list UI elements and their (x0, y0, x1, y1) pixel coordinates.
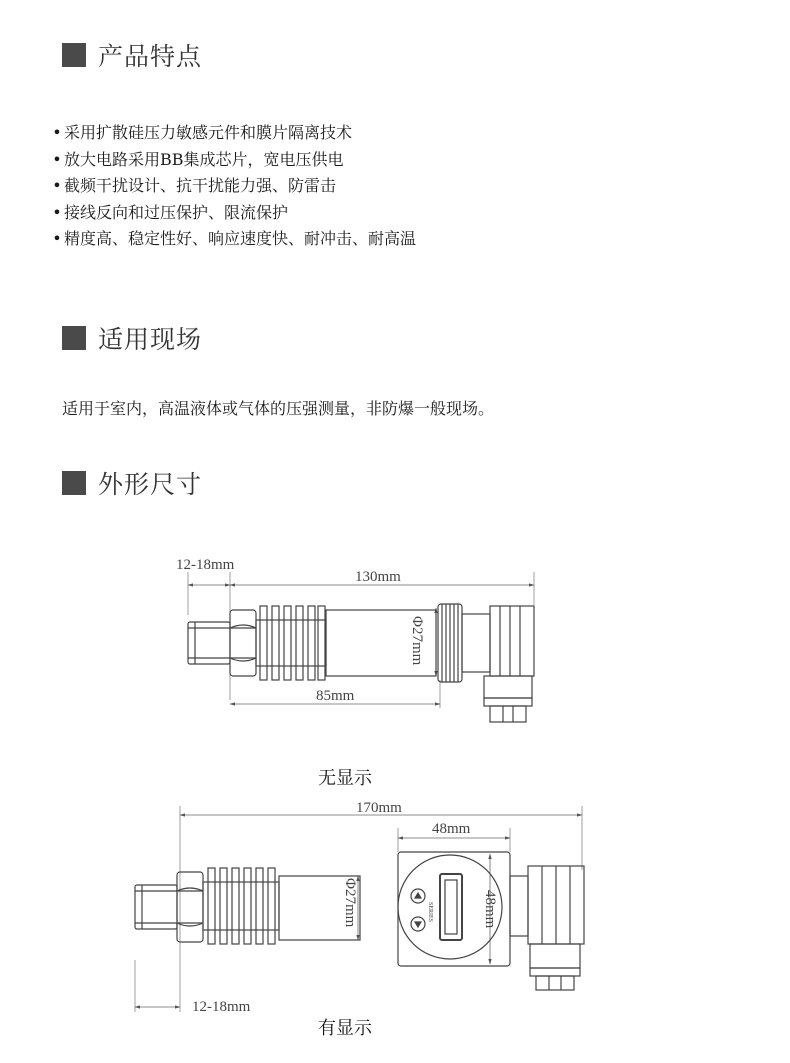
bullet-icon: • (52, 123, 62, 142)
drawing-no-display (188, 572, 534, 722)
section-title: 产品特点 (98, 42, 203, 71)
dim-head-width: 48mm (432, 821, 471, 837)
dim-diameter: Φ27mm (409, 616, 425, 666)
dim-total-length: 130mm (355, 569, 401, 585)
drawing-with-display (135, 806, 584, 1012)
dim-body-length: 85mm (316, 688, 355, 704)
list-item: • 接线反向和过压保护、限流保护 (50, 200, 416, 227)
display-series-label: SERIES (427, 902, 433, 923)
application-text: 适用于室内，高温液体或气体的压强测量，非防爆一般现场。 (62, 399, 495, 418)
list-item: • 精度高、稳定性好、响应速度快、耐冲击、耐高温 (50, 226, 416, 253)
caption-with-display: 有显示 (318, 1018, 372, 1039)
bullet-icon: • (52, 176, 62, 195)
dim-head-height: 48mm (482, 890, 498, 929)
section-title: 适用现场 (98, 325, 203, 354)
bullet-icon: • (52, 202, 62, 222)
section-title: 外形尺寸 (98, 470, 203, 499)
list-item: • 采用扩散硅压力敏感元件和膜片隔离技术 (50, 120, 416, 147)
dim-total-length: 170mm (356, 800, 402, 816)
list-item: • 截频干扰设计、抗干扰能力强、防雷击 (50, 173, 416, 200)
dim-thread-length: 12-18mm (176, 557, 235, 573)
dim-diameter: Φ27mm (342, 878, 358, 928)
bullet-icon: • (52, 149, 62, 169)
list-item: • 放大电路采用BB集成芯片，宽电压供电 (50, 147, 416, 174)
caption-no-display: 无显示 (318, 768, 372, 789)
bullet-icon: • (52, 229, 62, 248)
dim-thread-length: 12-18mm (192, 999, 251, 1015)
